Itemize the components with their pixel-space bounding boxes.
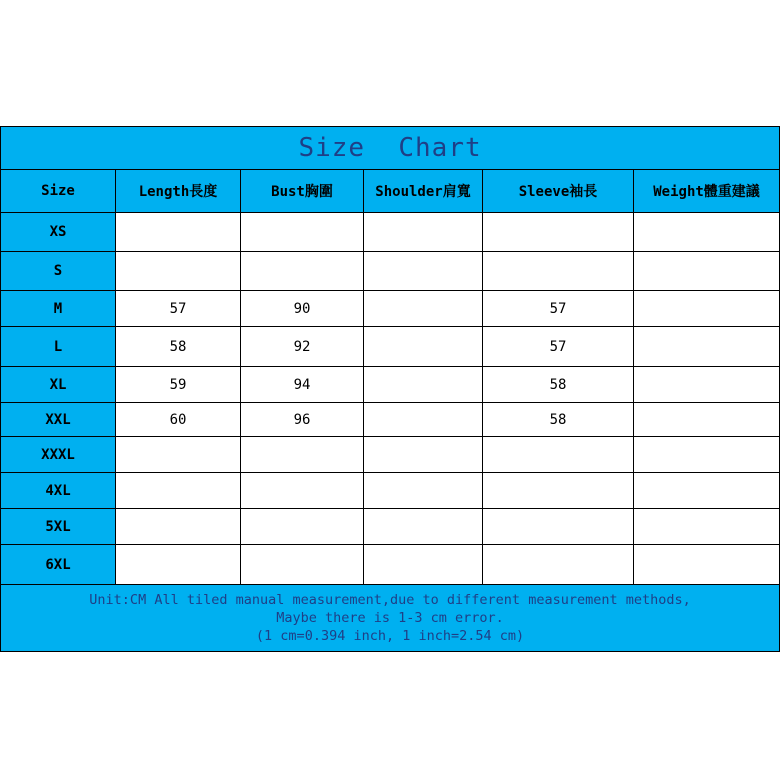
measurement-note — [1, 585, 780, 652]
note-line-3: (1 cm=0.394 inch, 1 inch=2.54 cm) — [255, 628, 525, 644]
size-label: XL — [1, 367, 116, 403]
measurement-cell — [634, 291, 780, 327]
measurement-cell — [364, 403, 483, 437]
measurement-cell — [364, 545, 483, 585]
table-row — [1, 437, 780, 473]
column-header: Bust胸圍 — [241, 170, 364, 213]
column-header: Sleeve袖長 — [483, 170, 634, 213]
header-row — [1, 170, 780, 213]
measurement-cell — [116, 437, 241, 473]
measurement-cell — [116, 509, 241, 545]
measurement-cell — [634, 437, 780, 473]
measurement-cell — [241, 509, 364, 545]
chart-title: Size Chart — [1, 127, 780, 170]
measurement-cell: 94 — [241, 367, 364, 403]
table-row — [1, 403, 780, 437]
column-header: Shoulder肩寬 — [364, 170, 483, 213]
table-row — [1, 252, 780, 291]
measurement-cell — [364, 213, 483, 252]
measurement-cell: 58 — [483, 367, 634, 403]
measurement-cell: 59 — [116, 367, 241, 403]
measurement-cell — [634, 509, 780, 545]
measurement-cell — [483, 437, 634, 473]
measurement-cell — [634, 473, 780, 509]
column-header: Size — [1, 170, 116, 213]
title-row — [1, 127, 780, 170]
measurement-cell: 58 — [116, 327, 241, 367]
size-label: L — [1, 327, 116, 367]
measurement-cell — [634, 403, 780, 437]
measurement-cell — [634, 327, 780, 367]
column-header: Weight體重建議 — [634, 170, 780, 213]
measurement-cell: 90 — [241, 291, 364, 327]
measurement-cell — [364, 437, 483, 473]
table-row — [1, 367, 780, 403]
measurement-cell — [483, 252, 634, 291]
measurement-cell: 60 — [116, 403, 241, 437]
measurement-cell — [364, 291, 483, 327]
measurement-cell — [634, 252, 780, 291]
measurement-cell — [116, 545, 241, 585]
measurement-cell — [634, 367, 780, 403]
measurement-cell: 96 — [241, 403, 364, 437]
measurement-cell: 58 — [483, 403, 634, 437]
measurement-cell — [364, 473, 483, 509]
measurement-cell — [116, 252, 241, 291]
size-label: 6XL — [1, 545, 116, 585]
table-body — [1, 213, 780, 585]
measurement-cell — [483, 509, 634, 545]
size-label: S — [1, 252, 116, 291]
size-label: 5XL — [1, 509, 116, 545]
measurement-cell — [483, 213, 634, 252]
size-chart-table — [0, 126, 780, 652]
table-row — [1, 545, 780, 585]
table-row — [1, 509, 780, 545]
measurement-cell — [364, 509, 483, 545]
measurement-cell — [483, 473, 634, 509]
measurement-cell — [241, 252, 364, 291]
footer-row — [1, 585, 780, 652]
size-label: XXL — [1, 403, 116, 437]
table-row — [1, 473, 780, 509]
size-label: XS — [1, 213, 116, 252]
measurement-cell — [241, 437, 364, 473]
measurement-cell — [483, 545, 634, 585]
table-row — [1, 291, 780, 327]
measurement-cell — [241, 213, 364, 252]
size-label: 4XL — [1, 473, 116, 509]
measurement-cell — [634, 213, 780, 252]
measurement-cell: 57 — [116, 291, 241, 327]
measurement-cell: 57 — [483, 291, 634, 327]
measurement-cell — [364, 252, 483, 291]
measurement-cell — [116, 473, 241, 509]
measurement-cell — [634, 545, 780, 585]
measurement-cell: 92 — [241, 327, 364, 367]
measurement-cell — [241, 473, 364, 509]
size-label: M — [1, 291, 116, 327]
measurement-cell — [364, 367, 483, 403]
column-header: Length長度 — [116, 170, 241, 213]
table-row — [1, 327, 780, 367]
table-row — [1, 213, 780, 252]
measurement-cell — [364, 327, 483, 367]
measurement-cell — [241, 545, 364, 585]
measurement-cell: 57 — [483, 327, 634, 367]
note-line-2: Maybe there is 1-3 cm error. — [276, 610, 504, 626]
measurement-cell — [116, 213, 241, 252]
note-line-1: Unit:CM All tiled manual measurement,due to different measurement methods, — [89, 592, 691, 608]
size-label: XXXL — [1, 437, 116, 473]
